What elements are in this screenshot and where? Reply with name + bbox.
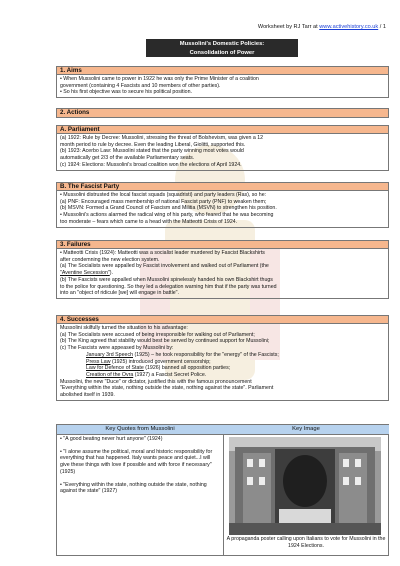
- successes-closing-line: abolished itself in 1939.: [60, 392, 115, 399]
- section-aims: [56, 66, 389, 98]
- section-fascist-party-heading: B. The Fascist Party: [57, 183, 388, 191]
- successes-sub-item: Press Law (1925) introduced government censorship;: [86, 358, 211, 365]
- failures-line: [60, 270, 385, 277]
- section-fascist-party: [56, 182, 389, 228]
- poster-photo-illustration: [229, 437, 381, 535]
- title-line-2: Consolidation of Power: [189, 49, 255, 56]
- fascist-party-line: (a) PNF: Encouraged mass membership of national Fascist party (PNF) to weaken them;: [60, 198, 267, 205]
- header-credit: [186, 24, 386, 30]
- header-page-number: / 1: [378, 24, 386, 30]
- failures-line: after condemning the new election system.: [60, 256, 160, 263]
- quotes-heading: Key Quotes from Mussolini: [57, 425, 223, 435]
- quote-item: • "Everything within the state, nothing outside the state, nothing against the state" (1927): [60, 481, 207, 495]
- section-successes-heading: 4. Successes: [57, 316, 388, 324]
- failures-line: • Matteotti Crisis (1924): Matteotti was a socialist leader murdered by Fascist Blackshirts: [60, 250, 265, 256]
- header-prefix: Worksheet by RJ Tarr at: [257, 24, 320, 30]
- quotes-image-table: [56, 424, 389, 556]
- aims-line: • So his first objective was to secure his political position.: [60, 89, 192, 96]
- aims-line: • When Mussolini came to power in 1922 he was only the Prime Minister of a coalition: [60, 76, 259, 82]
- section-actions-heading: 2. Actions: [57, 109, 388, 117]
- failures-line: (a) The Socialists were appalled by Fascist involvement and walked out of Parliament (the: [60, 263, 269, 270]
- propaganda-poster-image: [229, 437, 381, 535]
- image-caption: A propaganda poster calling upon Italians to vote for Mussolini in the 1924 Elections.: [226, 536, 386, 549]
- parliament-line: (b) 1923: Acerbo Law: Mussolini stated that the party winning most votes would: [60, 148, 244, 155]
- section-actions: [56, 108, 389, 118]
- image-column: [223, 425, 389, 556]
- fascist-party-line: • Mussolini's actions alarmed the radical wing of his party, who feared that he was becoming: [60, 212, 274, 219]
- parliament-line: month period to rule by decree. Even the leading Liberal, Giolitti, supported this.: [60, 141, 246, 148]
- failures-line: (b) The Fascists were appalled when Mussolini spinelessly handed his own Blackshirt thugs: [60, 276, 273, 283]
- failures-line: into an "object of ridicule [we] will engage in battle".: [60, 290, 180, 297]
- section-parliament-heading: A. Parliament: [57, 126, 388, 134]
- successes-line: (a) The Socialists were accused of being irresponsible for walking out of Parliament;: [60, 331, 255, 338]
- image-heading: Key Image: [223, 425, 389, 435]
- successes-sub-item: Law for Defence of State (1926) banned all opposition parties;: [86, 365, 231, 372]
- ovra-link[interactable]: Creation of the Ovra: [86, 371, 134, 378]
- quotes-column: [57, 425, 224, 556]
- fascist-party-line: too moderate – fears which came to a head with the Matteotti Crisis of 1924.: [60, 218, 238, 225]
- press-law-link[interactable]: Press Law: [86, 358, 111, 365]
- failures-line: to the police for questioning. So they led a delegation warning him that if the party was turned: [60, 283, 277, 290]
- aventine-secession-link[interactable]: "Aventine Secession": [60, 270, 110, 277]
- successes-line: (c) The Fascists were appeased by Mussolini by:: [60, 345, 174, 352]
- successes-sub-item: January 3rd Speech (1925) – he took responsibility for the "energy" of the Fascists;: [86, 351, 279, 358]
- successes-line: (b) The King agreed that stability would best be served by continued support for Mussolini;: [60, 338, 270, 345]
- fascist-party-line: (b) MSVN: Formed a Grand Council of Fascism and Militia (MSVN) to strengthen his position.: [60, 205, 277, 212]
- aventine-suffix: ).: [109, 270, 113, 277]
- section-aims-heading: 1. Aims: [57, 67, 388, 75]
- parliament-line: (c) 1924: Elections: Mussolini's broad coalition won the elections of April 1924.: [60, 161, 242, 168]
- title-line-1: Mussolini's Domestic Policies:: [179, 41, 265, 47]
- successes-closing-line: Mussolini, the new "Duce" or dictator, justified this with the famous pronouncement: [60, 378, 252, 385]
- january-speech-link[interactable]: January 3rd Speech: [86, 351, 133, 358]
- section-parliament: [56, 125, 389, 171]
- successes-line: Mussolini skilfully turned the situation to his advantage:: [60, 325, 188, 331]
- section-failures-heading: 3. Failures: [57, 241, 388, 249]
- defence-of-state-link[interactable]: Law for Defence of State: [86, 365, 144, 372]
- successes-closing-line: "Everything within the state, nothing outside the state, nothing against the state". Parliament: [60, 385, 274, 392]
- quote-item: • "I alone assume the political, moral and historic responsibility for everything that has happened. Italy wants peace and quiet...I will give these things with love if possible and with force if necessary" (1925): [60, 448, 213, 475]
- header-website-link[interactable]: www.activehistory.co.uk: [319, 24, 379, 30]
- aims-line: government (containing 4 Fascists and 10 members of other parties).: [60, 82, 221, 89]
- successes-sub-item: Creation of the Ovra (1927) a Fascist Secret Police.: [86, 371, 207, 378]
- parliament-line: automatically get 2/3 of the available Parliamentary seats.: [60, 155, 195, 162]
- quote-item: • "A good beating never hurt anyone" (1924): [60, 436, 163, 442]
- parliament-line: (a) 1922: Rule by Decree: Mussolini, stressing the threat of Bolshevism, was given a 12: [60, 135, 264, 141]
- section-failures: [56, 240, 389, 299]
- section-successes: [56, 315, 389, 401]
- page-title: [146, 39, 298, 57]
- fascist-party-line: • Mussolini distrusted the local fascist squads (squadristi) and party leaders (Ras), so he:: [60, 192, 267, 198]
